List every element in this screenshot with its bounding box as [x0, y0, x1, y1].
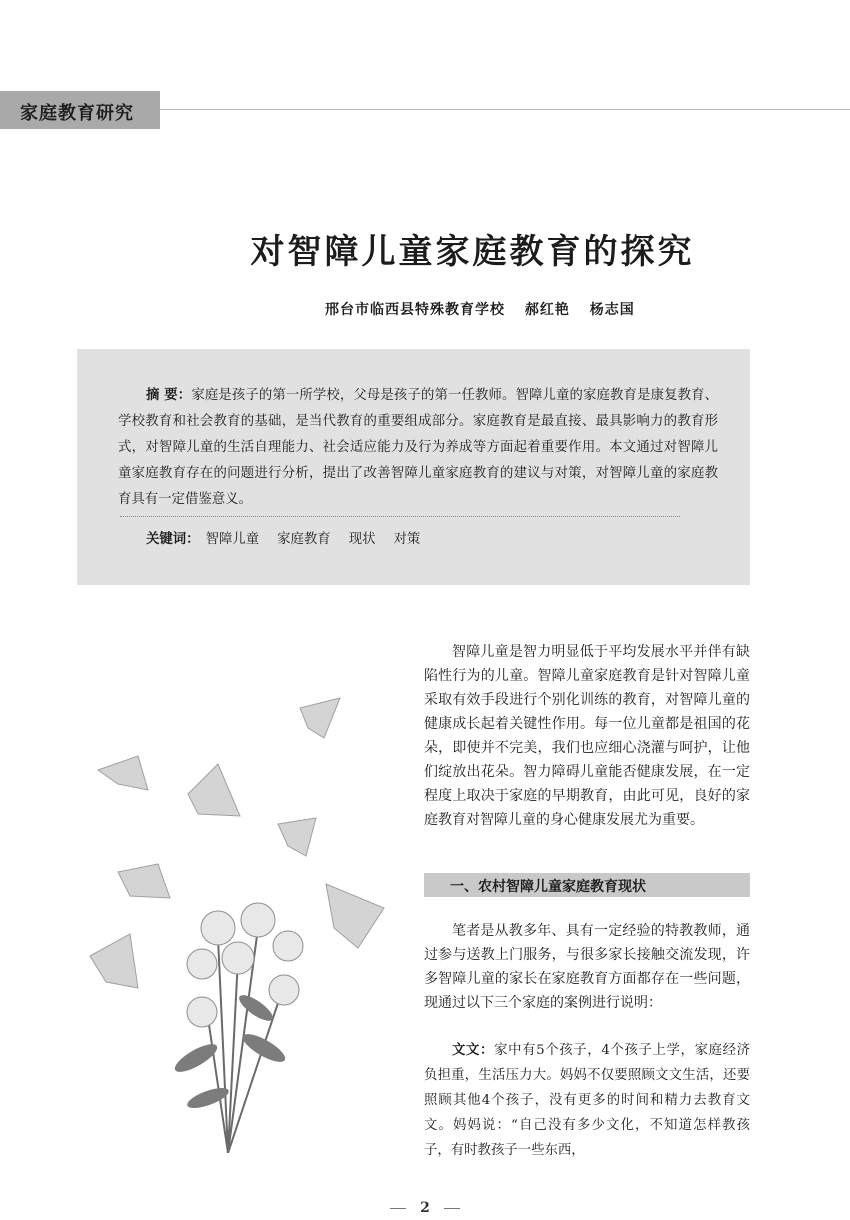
chrysanthemum-icon — [187, 949, 217, 979]
paper-butterfly-icon — [188, 764, 240, 816]
chrysanthemum-icon — [201, 911, 235, 945]
affiliation: 邢台市临西县特殊教育学校 — [325, 302, 505, 318]
dotted-divider — [120, 516, 680, 517]
paper-butterfly-icon — [90, 934, 138, 988]
section-heading-bar — [424, 873, 750, 897]
case-label: 文文： — [452, 1042, 495, 1058]
case-text: 家中有5个孩子，4个孩子上学，家庭经济负担重，生活压力大。妈妈不仅要照顾文文生活，还要照顾其他4个孩子，没有更多的时间和精力去教育文文。妈妈说：“自己没有多少文化，不知道怎样教孩子，有时教孩子一些东西， — [424, 1043, 751, 1158]
page-number-value: 2 — [420, 1200, 430, 1216]
section-label-tab — [0, 91, 160, 129]
chrysanthemum-icon — [269, 975, 299, 1005]
paper-butterfly-icon — [118, 864, 170, 898]
abstract-body: 家庭是孩子的第一所学校，父母是孩子的第一任教师。智障儿童的家庭教育是康复教育、学校教育和社会教育的基础，是当代教育的重要组成部分。家庭教育是最直接、最具影响力的教育形式，对智障儿童的生活自理能力、社会适应能力及行为养成等方面起着重要作用。本文通过对智障儿童家庭教育存在的问题进行分析，提出了改善智障儿童家庭教育的建议与对策，对智障儿童的家庭教育具有一定借鉴意义。 — [118, 388, 718, 507]
paper-butterfly-icon — [98, 756, 148, 790]
case-paragraph — [424, 1038, 750, 1163]
chrysanthemum-icon — [273, 931, 303, 961]
paper-butterfly-icon — [326, 884, 384, 948]
paper-butterfly-icon — [278, 818, 316, 856]
keywords-line — [146, 528, 432, 547]
abstract-label: 摘 要： — [146, 387, 192, 403]
header-rule — [160, 109, 850, 110]
page-number-dash — [444, 1208, 460, 1209]
page-number-dash — [390, 1208, 406, 1209]
paper-butterfly-icon — [300, 698, 340, 738]
chrysanthemum-icon — [222, 942, 254, 974]
author-name: 杨志国 — [589, 302, 635, 318]
chrysanthemum-icon — [187, 997, 217, 1027]
intro-paragraph — [424, 640, 750, 832]
abstract-text — [118, 382, 718, 513]
section-heading: 一、农村智障儿童家庭教育现状 — [450, 879, 646, 895]
chrysanthemum-icon — [241, 903, 275, 937]
section-label: 家庭教育研究 — [20, 103, 134, 124]
keyword: 现状 — [348, 532, 376, 547]
page-number — [0, 1200, 850, 1216]
keyword: 家庭教育 — [277, 532, 331, 547]
keyword: 对策 — [393, 532, 421, 547]
flowers-butterflies-illustration — [78, 688, 408, 1153]
byline — [325, 299, 649, 319]
article-title: 对智障儿童家庭教育的探究 — [250, 232, 695, 272]
keyword: 智障儿童 — [205, 532, 260, 547]
author-name: 郝红艳 — [524, 302, 570, 318]
intro-text: 智障儿童是智力明显低于平均发展水平并伴有缺陷性行为的儿童。智障儿童家庭教育是针对智障儿童采取有效手段进行个别化训练的教育，对智障儿童的健康成长起着关键性作用。每一位儿童都是祖国的花朵，即使并不完美，我们也应细心浇灌与呵护，让他们绽放出花朵。智力障碍儿童能否健康发展，在一定程度上取决于家庭的早期教育，由此可见，良好的家庭教育对智障儿童的身心健康发展尤为重要。 — [424, 644, 750, 828]
section1-text: 笔者是从教多年、具有一定经验的特教教师，通过参与送教上门服务，与很多家长接触交流发现，许多智障儿童的家长在家庭教育方面都存在一些问题，现通过以下三个家庭的案例进行说明： — [424, 923, 750, 1011]
keywords-label: 关键词： — [146, 531, 200, 547]
section1-paragraph — [424, 919, 750, 1015]
